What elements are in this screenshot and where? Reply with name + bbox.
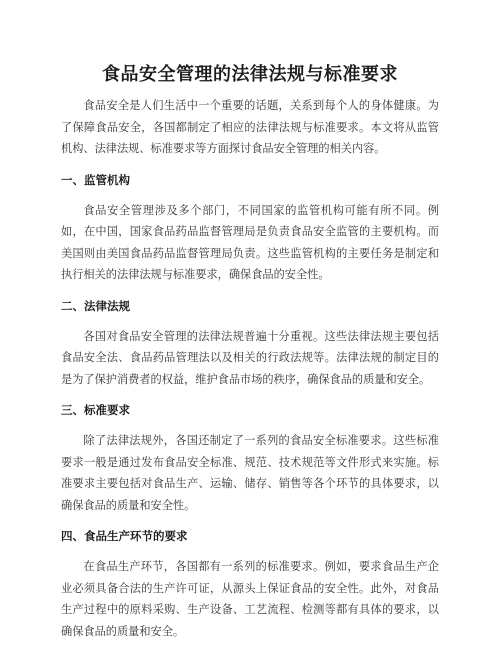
section-laws: [61, 296, 439, 391]
section-paragraph: 食品安全管理涉及多个部门，不同国家的监管机构可能有所不同。例如，在中国，国家食品药品监督管理局是负责食品安全监管的主要机构。而美国则由美国食品药品监督管理局负责。这些监管机构的主要任务是制定和执行相关的法律法规与标准要求，确保食品的安全性。: [61, 203, 439, 281]
intro-paragraph: 食品安全是人们生活中一个重要的话题，关系到每个人的身体健康。为了保障食品安全，各国都制定了相应的法律法规与标准要求。本文将从监管机构、法律法规、标准要求等方面探讨食品安全管理的相关内容。: [61, 99, 439, 155]
section-heading: 四、食品生产环节的要求: [61, 529, 188, 543]
section-heading: 二、法律法规: [61, 298, 130, 313]
section-production: [61, 526, 439, 642]
section-heading: 一、监管机构: [61, 172, 130, 187]
section-paragraph: 在食品生产环节，各国都有一系列的标准要求。例如，要求食品生产企业必须具备合法的生产许可证，从源头上保证食品的安全性。此外，对食品生产过程中的原料采购、生产设备、工艺流程、检测等都有具体的要求，以确保食品的质量和安全。: [61, 560, 439, 638]
section-regulators: [61, 170, 439, 286]
section-paragraph: 各国对食品安全管理的法律法规普遍十分重视。这些法律法规主要包括食品安全法、食品药品管理法以及相关的行政法规等。法律法规的制定目的是为了保护消费者的权益，维护食品市场的秩序，确保食品的质量和安全。: [61, 329, 439, 386]
section-paragraph: 除了法律法规外，各国还制定了一系列的食品安全标准要求。这些标准要求一般是通过发布食品安全标准、规范、技术规范等文件形式来实施。标准要求主要包括对食品生产、运输、储存、销售等各个环节的具体要求，以确保食品的质量和安全性。: [61, 434, 439, 512]
document-body: [61, 95, 439, 652]
section-heading: 三、标准要求: [61, 403, 130, 417]
section-standards: [61, 400, 439, 516]
document-title: 食品安全管理的法律法规与标准要求: [102, 64, 398, 85]
